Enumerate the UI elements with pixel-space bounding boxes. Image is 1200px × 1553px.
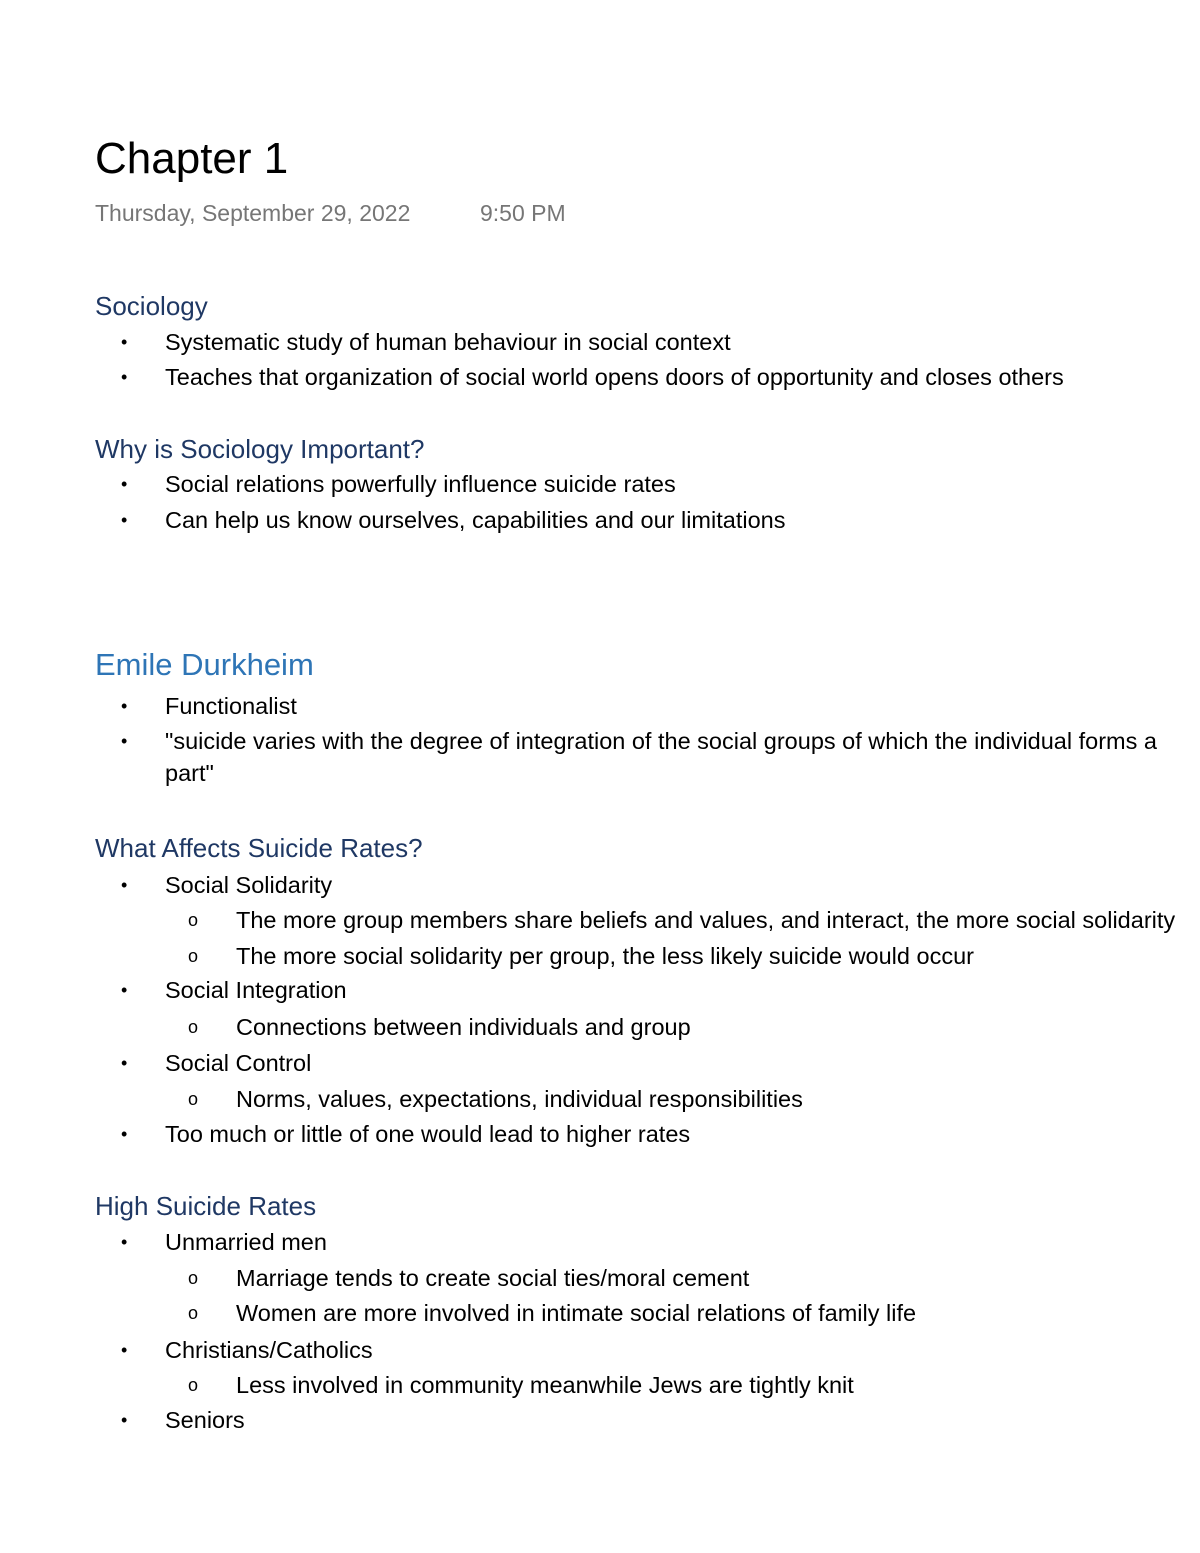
section-heading-sociology: Sociology	[95, 291, 208, 321]
bullet-icon: •	[121, 332, 128, 352]
list-item-text: Marriage tends to create social ties/moral cement	[236, 1265, 750, 1291]
list-item-text: Connections between individuals and group	[236, 1014, 691, 1040]
circle-bullet-icon: o	[188, 1303, 199, 1323]
circle-bullet-icon: o	[188, 910, 199, 930]
list-item-text: Unmarried men	[165, 1229, 327, 1255]
section-heading-why-important: Why is Sociology Important?	[95, 434, 425, 464]
bullet-icon: •	[121, 1124, 128, 1144]
bullet-icon: •	[121, 875, 128, 895]
list-item-text: Seniors	[165, 1407, 245, 1433]
sub-list-item	[188, 940, 974, 972]
list-item-text: Functionalist	[165, 693, 297, 719]
list-item-text: Less involved in community meanwhile Jews are tightly knit	[236, 1372, 854, 1398]
sub-list-item	[188, 1369, 854, 1401]
list-item-text: Social relations powerfully influence suicide rates	[165, 471, 676, 497]
list-item-text: Too much or little of one would lead to higher rates	[165, 1121, 691, 1147]
list-item	[121, 869, 333, 901]
list-item	[121, 468, 676, 500]
list-item-text: Can help us know ourselves, capabilities and our limitations	[165, 507, 786, 533]
list-item	[121, 1404, 245, 1436]
list-item	[121, 725, 1157, 789]
list-item-text: Women are more involved in intimate social relations of family life	[236, 1300, 917, 1326]
sub-list-item	[188, 1011, 691, 1043]
list-item-text: Social Control	[165, 1050, 312, 1076]
bullet-icon: •	[121, 1232, 128, 1252]
section-heading-affects: What Affects Suicide Rates?	[95, 833, 423, 863]
circle-bullet-icon: o	[188, 1375, 199, 1395]
circle-bullet-icon: o	[188, 946, 199, 966]
list-item-text-continued: part"	[165, 760, 214, 786]
list-item	[121, 361, 1064, 393]
list-item	[121, 974, 347, 1006]
list-item	[121, 326, 731, 358]
list-item	[121, 1118, 691, 1150]
sub-list-item	[188, 904, 1176, 936]
list-item	[121, 504, 786, 536]
list-item-text: Social Solidarity	[165, 872, 333, 898]
list-item-text: The more group members share beliefs and values, and interact, the more social solidarity	[236, 907, 1176, 933]
list-item-text: The more social solidarity per group, the less likely suicide would occur	[236, 943, 974, 969]
list-item-text: "suicide varies with the degree of integration of the social groups of which the individual forms a	[165, 728, 1157, 754]
bullet-icon: •	[121, 980, 128, 1000]
circle-bullet-icon: o	[188, 1089, 199, 1109]
list-item	[121, 690, 297, 722]
bullet-icon: •	[121, 474, 128, 494]
note-time: 9:50 PM	[480, 200, 566, 226]
section-heading-high-rates: High Suicide Rates	[95, 1191, 317, 1221]
bullet-icon: •	[121, 731, 128, 751]
section-heading-durkheim: Emile Durkheim	[95, 647, 314, 682]
list-item-text: Systematic study of human behaviour in social context	[165, 329, 731, 355]
sub-list-item	[188, 1083, 803, 1115]
list-item-text: Christians/Catholics	[165, 1337, 373, 1363]
sub-list-item	[188, 1297, 917, 1329]
page-title: Chapter 1	[95, 134, 289, 183]
list-item	[121, 1047, 312, 1079]
list-item-text: Social Integration	[165, 977, 347, 1003]
list-item-text: Teaches that organization of social world opens doors of opportunity and closes others	[165, 364, 1064, 390]
bullet-icon: •	[121, 1410, 128, 1430]
bullet-icon: •	[121, 696, 128, 716]
bullet-icon: •	[121, 510, 128, 530]
circle-bullet-icon: o	[188, 1268, 199, 1288]
note-date: Thursday, September 29, 2022	[95, 200, 411, 226]
sub-list-item	[188, 1262, 750, 1294]
bullet-icon: •	[121, 1053, 128, 1073]
list-item	[121, 1226, 327, 1258]
list-item-text: Norms, values, expectations, individual responsibilities	[236, 1086, 803, 1112]
circle-bullet-icon: o	[188, 1017, 199, 1037]
list-item	[121, 1334, 373, 1366]
bullet-icon: •	[121, 1340, 128, 1360]
bullet-icon: •	[121, 367, 128, 387]
